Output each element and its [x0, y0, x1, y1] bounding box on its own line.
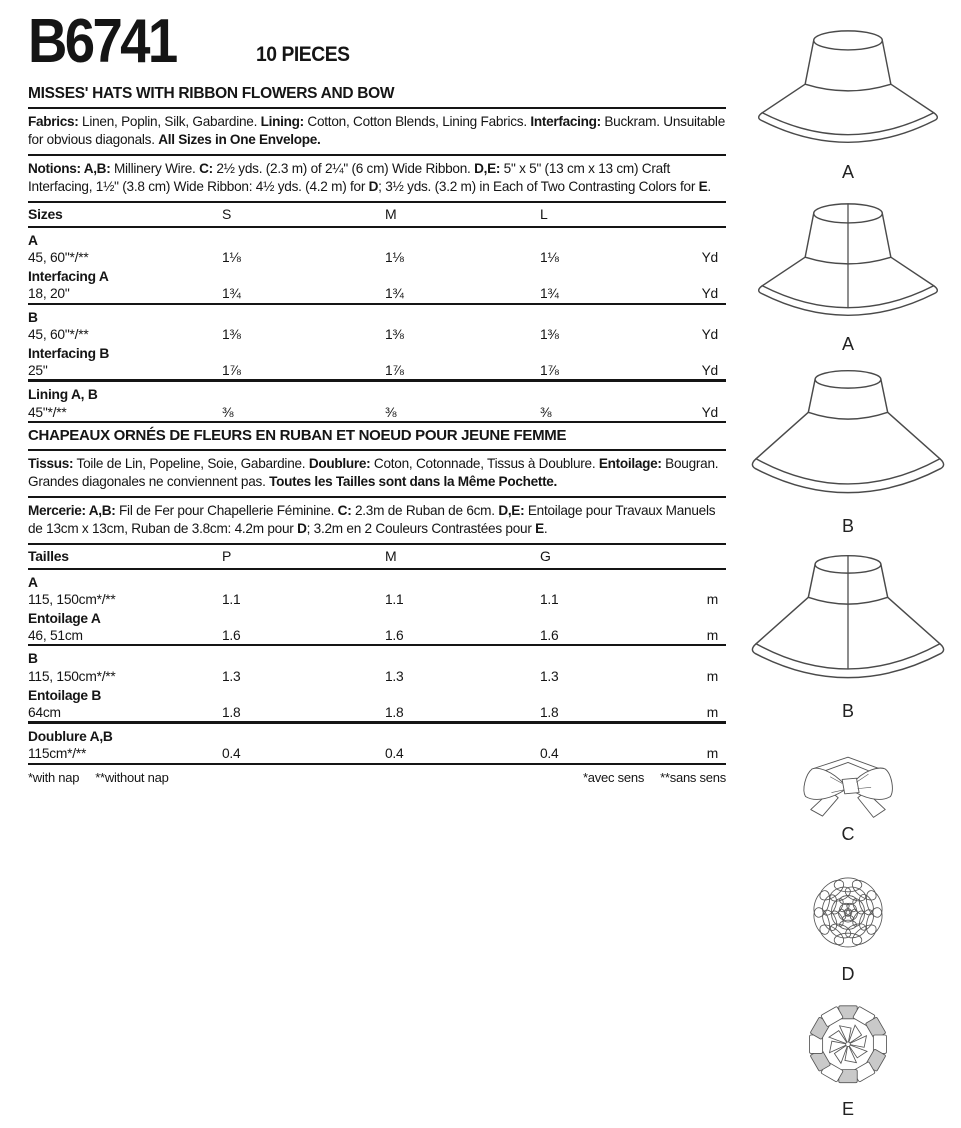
table-row: 115, 150cm*/** 1.1 1.1 1.1 m: [28, 591, 718, 607]
col-header-tailles: Tailles: [28, 544, 222, 569]
col-header-g: G: [540, 544, 661, 569]
hat-b-back-illustration: [746, 547, 950, 697]
table-row: 64cm 1.8 1.8 1.8 m: [28, 704, 718, 720]
table-row: Entoilage B: [28, 687, 102, 703]
table-row: 25" 1⅞ 1⅞ 1⅞ Yd: [28, 363, 718, 379]
figure-view-b-front: [740, 362, 956, 537]
footnote-french: *avec sens **sans sens: [583, 769, 726, 785]
yardage-table-imperial: [28, 201, 726, 421]
footnotes: [28, 763, 726, 785]
figure-label: A: [841, 334, 854, 354]
col-header-m: M: [385, 202, 540, 227]
figure-label: B: [841, 701, 854, 721]
figure-view-a-back: [740, 192, 956, 355]
table-row: 115cm*/** 0.4 0.4 0.4 m: [28, 746, 718, 762]
col-header-p: P: [222, 544, 385, 569]
text-column: [28, 6, 726, 785]
pattern-number: B6741: [28, 6, 176, 76]
col-header-unit: [661, 544, 726, 569]
col-header-l: L: [540, 202, 661, 227]
table-row: 115, 150cm*/** 1.3 1.3 1.3 m: [28, 668, 718, 684]
header: [28, 6, 726, 76]
table-row: 45"*/** ⅜ ⅜ ⅜ Yd: [28, 404, 718, 420]
table-row: 46, 51cm 1.6 1.6 1.6 m: [28, 628, 718, 644]
figure-label: D: [841, 964, 855, 984]
tissus-paragraph: Tissus: Toile de Lin, Popeline, Soie, Gabardine. Doublure: Coton, Cotonnade, Tissus à Doublure. Entoilage: Bougran. Grandes diagonales ne conviennent pas. Toutes les Tailles sont dans la Même Pochette.: [28, 455, 719, 489]
table-header-row: [28, 202, 726, 227]
figure-label: C: [841, 824, 855, 844]
table-header-row: [28, 544, 726, 569]
bow-illustration: [768, 752, 928, 820]
figure-view-d: [740, 868, 956, 985]
ribbon-pompom-illustration: [773, 995, 923, 1095]
pieces-count: 10 PIECES: [255, 43, 350, 66]
title-english: MISSES' HATS WITH RIBBON FLOWERS AND BOW: [28, 85, 726, 109]
table-row: B: [28, 645, 726, 667]
table-row: Entoilage A: [28, 610, 101, 626]
table-row: 18, 20" 1¾ 1¾ 1¾ Yd: [28, 286, 718, 302]
figure-view-b-back: [740, 547, 956, 722]
table-row: 45, 60"*/** 1⅛ 1⅛ 1⅛ Yd: [28, 249, 718, 265]
hat-a-back-illustration: [748, 192, 948, 330]
hat-b-front-illustration: [746, 362, 950, 512]
yardage-table-metric: [28, 543, 726, 763]
table-row: Interfacing B: [28, 345, 110, 361]
table-row: Interfacing A: [28, 269, 109, 285]
table-row: 45, 60"*/** 1⅜ 1⅜ 1⅜ Yd: [28, 326, 718, 342]
illustration-column: [740, 0, 956, 1128]
figure-label: E: [841, 1099, 854, 1119]
table-row: A: [28, 574, 38, 590]
figure-label: B: [841, 516, 854, 536]
figure-view-c: [740, 752, 956, 845]
hat-a-front-illustration: [748, 18, 948, 158]
footnote-english: *with nap **without nap: [28, 769, 169, 785]
mercerie-paragraph: Mercerie: A,B: Fil de Fer pour Chapellerie Féminine. C: 2.3m de Ruban de 6cm. D,E: Entoilage pour Travaux Manuels de 13cm x 13cm, Ruban de 3.8cm: 4.2m pour D; 3.2m en 2 Couleurs Contrastées pour E.: [28, 502, 716, 536]
title-french: CHAPEAUX ORNÉS DE FLEURS EN RUBAN ET NOEUD POUR JEUNE FEMME: [28, 421, 726, 451]
table-row: A: [28, 232, 38, 248]
figure-label: A: [841, 162, 854, 182]
col-header-m: M: [385, 544, 540, 569]
col-header-s: S: [222, 202, 385, 227]
table-row: Lining A, B: [28, 381, 726, 404]
col-header-sizes: Sizes: [28, 202, 222, 227]
figure-view-a-front: [740, 18, 956, 183]
table-row: Doublure A,B: [28, 723, 726, 746]
col-header-unit: [661, 202, 726, 227]
figure-view-e: [740, 995, 956, 1120]
table-row: B: [28, 304, 726, 326]
notions-paragraph: Notions: A,B: Millinery Wire. C: 2½ yds. (2.3 m) of 2¼" (6 cm) Wide Ribbon. D,E: 5" x 5" (13 cm x 13 cm) Craft Interfacing, 1½" (3.8 cm) Wide Ribbon: 4½ yds. (4.2 m) for D; 3½ yds. (3.2 m) in Each of Two Contrasting Colors for E.: [28, 160, 711, 194]
fabrics-paragraph: Fabrics: Linen, Poplin, Silk, Gabardine. Lining: Cotton, Cotton Blends, Lining Fabrics. Interfacing: Buckram. Unsuitable for obvious diagonals. All Sizes in One Envelope.: [28, 114, 726, 147]
ribbon-flower-illustration: [773, 868, 923, 960]
